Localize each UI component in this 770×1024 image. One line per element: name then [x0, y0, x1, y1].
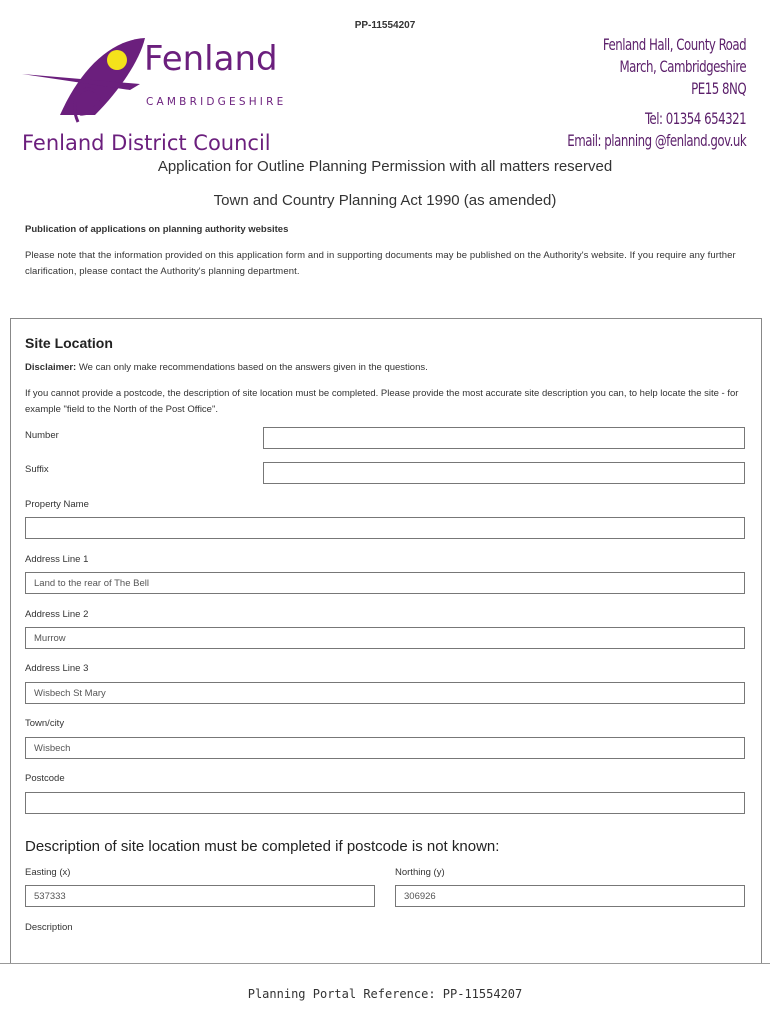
northing-field[interactable]: 306926 — [395, 885, 745, 907]
easting-field[interactable]: 537333 — [25, 885, 375, 907]
town-city-field[interactable]: Wisbech — [25, 737, 745, 759]
council-name: Fenland District Council — [22, 131, 271, 155]
site-location-panel — [10, 318, 762, 1019]
address-line-1-label: Address Line 1 — [25, 554, 89, 565]
logo-subtext: CAMBRIDGESHIRE — [146, 96, 287, 108]
fenland-logo — [20, 30, 290, 155]
number-field[interactable] — [263, 427, 745, 449]
address-line: Fenland Hall, County Road — [602, 35, 746, 54]
postcode-label: Postcode — [25, 773, 65, 784]
footer-reference: Planning Portal Reference: PP-11554207 — [247, 987, 523, 1001]
council-address — [528, 34, 746, 152]
suffix-field[interactable] — [263, 462, 745, 484]
property-name-label: Property Name — [25, 499, 89, 510]
address-line-3-label: Address Line 3 — [25, 663, 89, 674]
publication-heading: Publication of applications on planning authority websites — [25, 224, 289, 235]
section-title: Site Location — [25, 335, 113, 351]
disclaimer — [25, 362, 428, 373]
logo-sun — [107, 50, 127, 70]
easting-label: Easting (x) — [25, 867, 71, 878]
application-title: Application for Outline Planning Permission with all matters reserved — [157, 158, 613, 175]
address-line-2-field[interactable]: Murrow — [25, 627, 745, 649]
publication-text: Please note that the information provided on this application form and in supporting documents may be published on the Authority's website. If you require any further clarification, please contact the Authority's planning department. — [25, 250, 736, 277]
reference-number: PP-11554207 — [354, 20, 416, 31]
act-title: Town and Country Planning Act 1990 (as amended) — [213, 192, 557, 209]
email: Email: planning @fenland.gov.uk — [567, 131, 746, 150]
town-city-label: Town/city — [25, 718, 65, 729]
property-name-field[interactable] — [25, 517, 745, 539]
description-label: Description — [25, 922, 73, 933]
address-line-3-field[interactable]: Wisbech St Mary — [25, 682, 745, 704]
number-label: Number — [25, 430, 59, 441]
address-line: PE15 8NQ — [690, 79, 746, 98]
telephone: Tel: 01354 654321 — [644, 109, 746, 128]
postcode-field[interactable] — [25, 792, 745, 814]
disclaimer-label: Disclaimer: — [25, 362, 77, 373]
logo-swoosh — [60, 38, 145, 115]
site-location-hint: If you cannot provide a postcode, the description of site location must be completed. Please provide the most accurate site description you can, to help locate the site - for example "field to the North of the Post Office". — [25, 388, 739, 415]
address-line-1-field[interactable]: Land to the rear of The Bell — [25, 572, 745, 594]
suffix-label: Suffix — [25, 464, 49, 475]
address-line: March, Cambridgeshire — [619, 57, 746, 76]
address-line-2-label: Address Line 2 — [25, 609, 89, 620]
disclaimer-text: We can only make recommendations based on the answers given in the questions. — [76, 362, 428, 373]
page-divider — [0, 963, 770, 964]
logo-text: Fenland — [144, 39, 278, 79]
northing-label: Northing (y) — [395, 867, 445, 878]
description-heading: Description of site location must be completed if postcode is not known: — [25, 838, 500, 855]
